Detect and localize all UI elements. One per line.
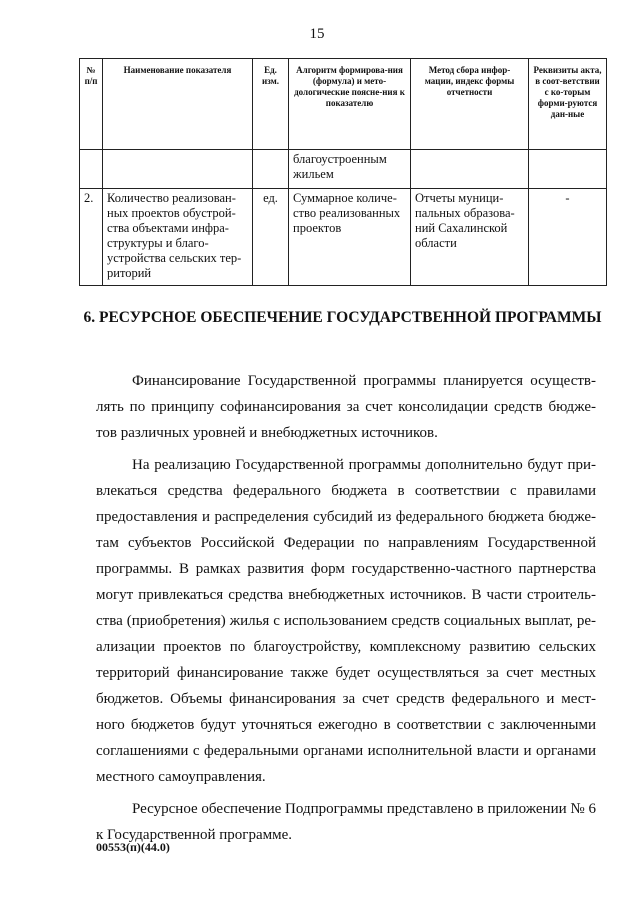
table-row (80, 150, 607, 189)
indicators-table (79, 58, 607, 286)
cell-unit (253, 150, 289, 189)
document-code: 00553(п)(44.0) (96, 840, 170, 854)
header-indicator-name: Наименование показателя (103, 59, 253, 150)
cell-indicator-name (103, 150, 253, 189)
paragraph: Финансирование Государственной программы планируется осуществ-лять по принципу софинансирования за счет консолидации средств бюдже-тов различных уровней и внебюджетных источников. (96, 373, 596, 441)
cell-act-details: - (529, 189, 607, 286)
paragraph: На реализацию Государственной программы дополнительно будут при-влекаться средства федерального бюджета в соответствии с правилами предоставления и распределения субсидий из федерального бюджета бюдже-там субъектов Российской Федерации по направлениям Государственной программы. В рамках развития форм государственно-частного партнерства могут привлекаться средства внебюджетных источников. В части строитель-ства (приобретения) жилья с использованием средств социальных выплат, ре-ализации проектов по благоустройству, комплексному развитию сельских территорий финансирование также будет осуществляться за счет местных бюджетов. Объемы финансирования за счет средств федерального и мест-ного бюджетов будут уточняться ежегодно в соответствии с заключенными соглашениями с федеральными органами исполнительной власти и органами местного самоуправления. (96, 457, 596, 785)
header-act-details: Реквизиты акта, в соот-ветствии с ко-торым форми-руются дан-ные (529, 59, 607, 150)
section-title: 6. РЕСУРСНОЕ ОБЕСПЕЧЕНИЕ ГОСУДАРСТВЕННОЙ ПРОГРАММЫ (83, 309, 602, 326)
body-text (96, 368, 596, 854)
cell-unit: ед. (253, 189, 289, 286)
header-algorithm: Алгоритм формирова-ния (формула) и мето-дологические поясне-ния к показателю (289, 59, 411, 150)
cell-indicator-name: Количество реализован-ных проектов обустрой-ства объектами инфра-структуры и благо-устройства сельских тер-риторий (103, 189, 253, 286)
cell-algorithm: Суммарное количе-ство реализованных проектов (289, 189, 411, 286)
cell-collection-method: Отчеты муници-пальных образова-ний Сахалинской области (411, 189, 529, 286)
cell-number (80, 150, 103, 189)
header-collection-method: Метод сбора инфор-мации, индекс формы отчетности (411, 59, 529, 150)
table-row (80, 189, 607, 286)
cell-act-details (529, 150, 607, 189)
page-number: 15 (309, 26, 325, 42)
cell-collection-method (411, 150, 529, 189)
cell-algorithm: благоустроенным жильем (289, 150, 411, 189)
table-header-row (80, 59, 607, 150)
cell-number: 2. (80, 189, 103, 286)
header-unit: Ед. изм. (253, 59, 289, 150)
paragraph: Ресурсное обеспечение Подпрограммы представлено в приложении № 6 к Государственной программе. (96, 801, 596, 843)
header-number: № п/п (80, 59, 103, 150)
